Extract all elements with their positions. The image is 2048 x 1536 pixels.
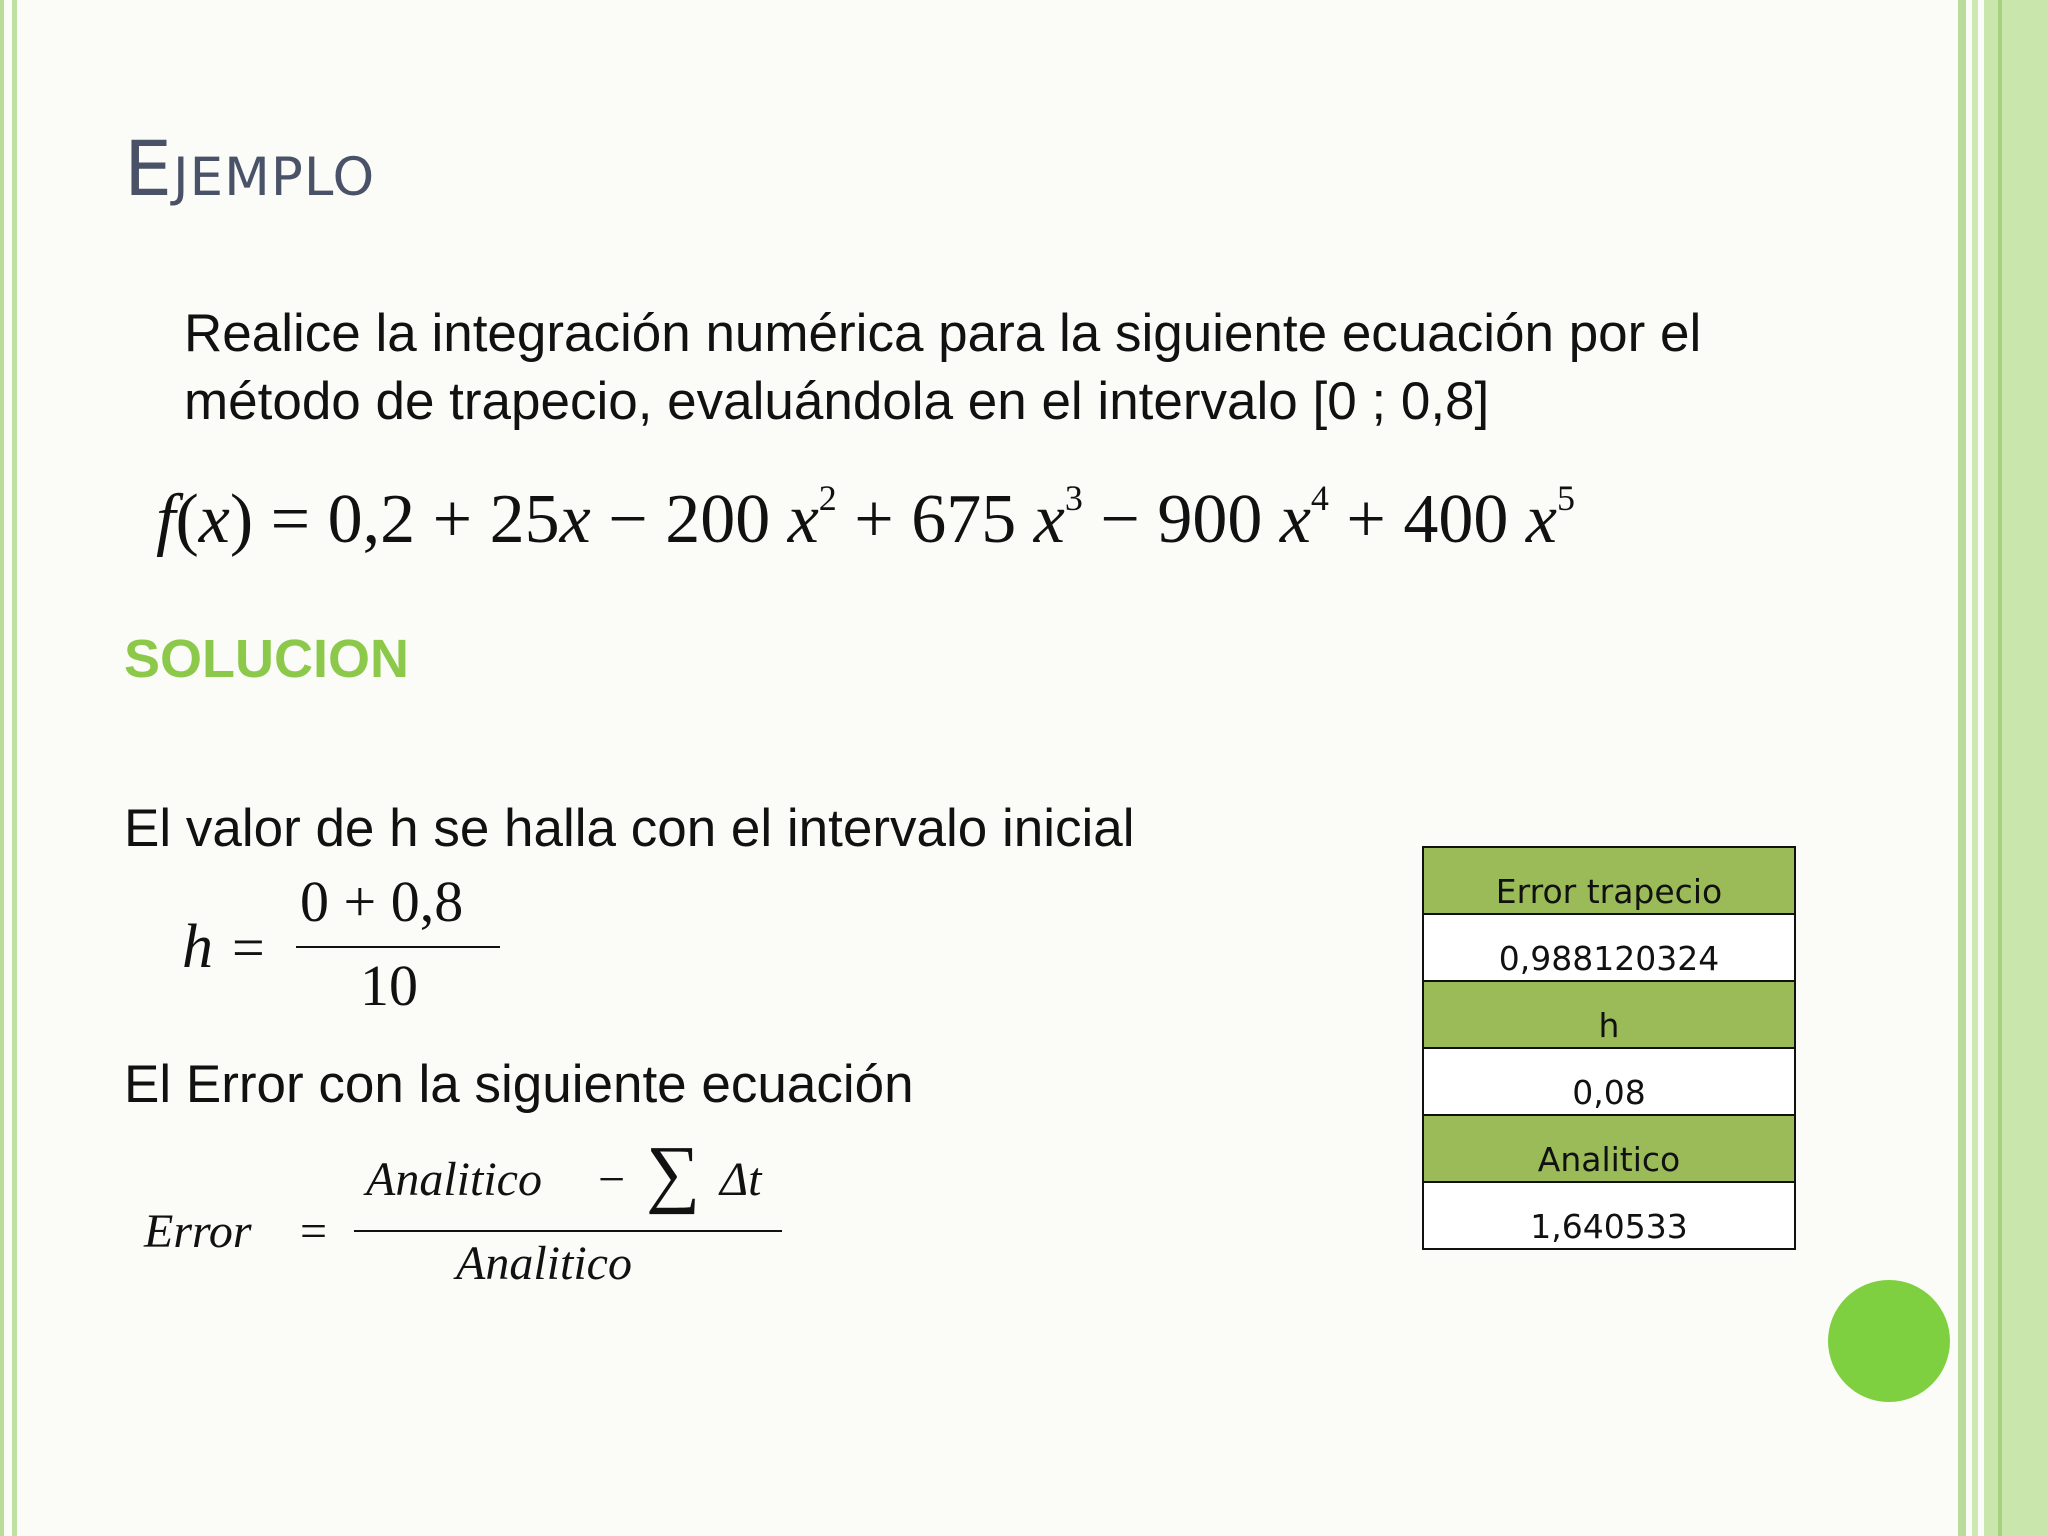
error-formula-numerator-term: Analitico [366, 1153, 542, 1206]
formula-term: 25 [489, 481, 560, 558]
h-formula-denominator: 10 [360, 953, 418, 1018]
error-formula-denominator: Analitico [456, 1237, 632, 1290]
right-border-band [1972, 0, 1978, 1536]
formula-symbol: x [1279, 481, 1311, 558]
table-header-cell: h [1423, 981, 1795, 1048]
table-header-cell: Error trapecio [1423, 847, 1795, 914]
table-row [1423, 981, 1795, 1048]
problem-statement: Realice la integración numérica para la siguiente ecuación por el método de trapecio, evaluándola en el intervalo [0 ; 0,8] [184, 304, 1702, 431]
slide-title: Ejemplo [124, 124, 376, 213]
formula-symbol: x [787, 481, 819, 558]
error-formula-minus: − [598, 1153, 626, 1206]
right-border-band [1984, 0, 2048, 1536]
formula-term: 900 [1157, 481, 1263, 558]
formula-symbol: = [270, 481, 311, 558]
formula-symbol: x [198, 481, 230, 558]
formula-exponent: 3 [1064, 477, 1083, 518]
table-header-cell: Analitico [1423, 1115, 1795, 1182]
left-border-line [12, 0, 17, 1536]
formula-term: 0,2 [327, 481, 416, 558]
formula-symbol: ( [175, 481, 199, 558]
error-formula-equals: = [300, 1205, 328, 1258]
fraction-bar [354, 1230, 782, 1232]
formula-symbol: ) [229, 481, 254, 558]
h-formula [176, 870, 516, 1030]
green-circle-decoration [1828, 1280, 1950, 1402]
formula-symbol: x [1525, 481, 1557, 558]
formula-exponent: 2 [818, 477, 837, 518]
error-explanation: El Error con la siguiente ecuación [124, 1055, 914, 1114]
formula-exponent: 4 [1310, 477, 1329, 518]
table-row [1423, 847, 1795, 914]
fraction-bar [296, 946, 500, 948]
h-formula-lhs: h [182, 913, 213, 981]
right-border-band [1958, 0, 1966, 1536]
right-border-band [1998, 0, 2002, 1536]
table-value-cell: 1,640533 [1423, 1182, 1795, 1249]
table-value-cell: 0,08 [1423, 1048, 1795, 1115]
table-row [1423, 1182, 1795, 1249]
formula-term: 400 [1403, 481, 1509, 558]
formula-term: 200 [665, 481, 771, 558]
h-formula-numerator: 0 + 0,8 [300, 869, 464, 934]
solution-heading: SOLUCION [124, 629, 410, 689]
error-formula-lhs: Error [144, 1205, 252, 1258]
h-formula-equals: = [232, 915, 265, 980]
formula-symbol: − [1100, 481, 1140, 558]
error-formula [140, 1131, 800, 1300]
formula-term: 675 [911, 481, 1017, 558]
formula-symbol: x [1033, 481, 1065, 558]
h-explanation: El valor de h se halla con el intervalo inicial [124, 799, 1135, 858]
left-border-line [0, 0, 4, 1536]
table-row [1423, 914, 1795, 981]
formula-symbol: + [432, 481, 473, 558]
formula-symbol: − [608, 481, 648, 558]
table-row [1423, 1115, 1795, 1182]
formula-symbol: f [156, 481, 176, 558]
table-row [1423, 1048, 1795, 1115]
sigma-symbol: ∑ [646, 1131, 701, 1215]
formula-symbol: x [559, 481, 591, 558]
error-formula-delta-t: Δt [720, 1153, 762, 1206]
table-value-cell: 0,988120324 [1423, 914, 1795, 981]
formula-symbol: + [1346, 481, 1386, 558]
function-formula [156, 477, 1806, 570]
formula-symbol: + [854, 481, 894, 558]
results-table [1422, 846, 1796, 1250]
formula-exponent: 5 [1556, 477, 1575, 518]
